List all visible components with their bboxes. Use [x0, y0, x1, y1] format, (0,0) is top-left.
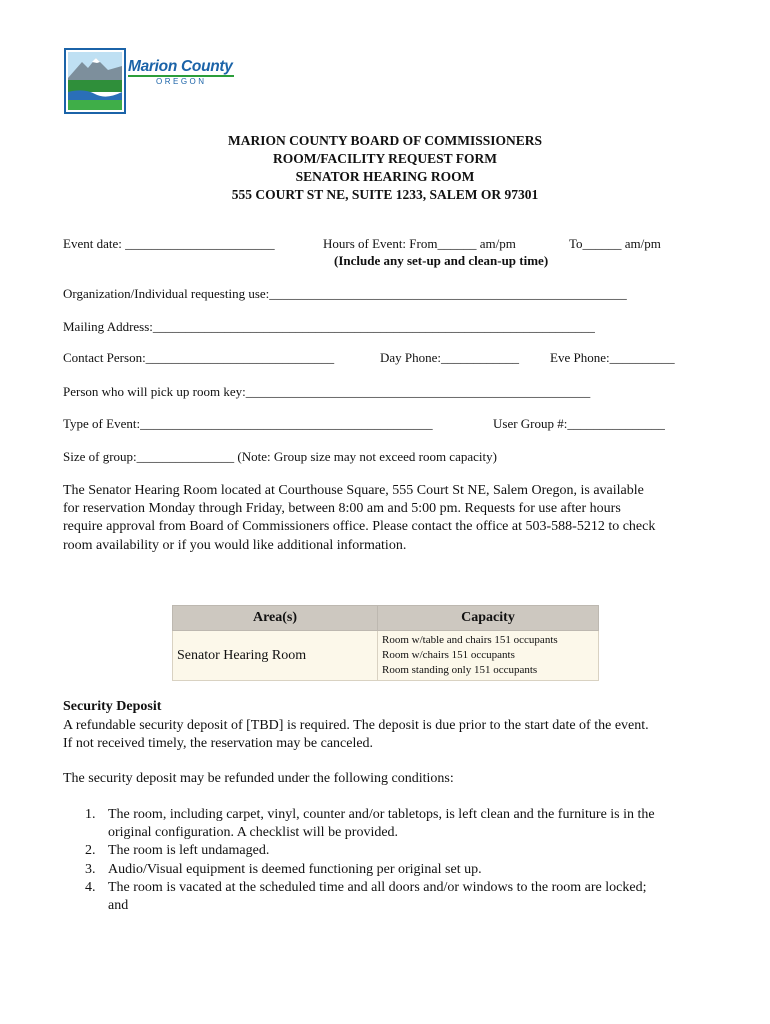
condition-text-cont: and — [108, 898, 129, 914]
condition-text: Audio/Visual equipment is deemed functioning per original set up. — [108, 861, 482, 877]
conditions-intro: The security deposit may be refunded under the following conditions: — [63, 771, 454, 786]
condition-text: The room is left undamaged. — [108, 843, 270, 859]
organization-field[interactable]: Organization/Individual requesting use:_______________________________________________________ — [63, 286, 627, 301]
list-number: 2. — [85, 843, 96, 859]
marion-county-logo — [64, 48, 236, 114]
intro-line-2: for reservation Monday through Friday, between 8:00 am and 5:00 pm. Requests for use after hours — [63, 501, 621, 517]
capacity-line-1: Room w/table and chairs 151 occupants — [382, 634, 558, 646]
hours-from-field[interactable]: Hours of Event: From______ am/pm — [323, 236, 516, 251]
condition-text-cont: original configuration. A checklist will be provided. — [108, 825, 399, 841]
logo-county-name: Marion County — [128, 58, 233, 75]
list-item — [63, 842, 713, 860]
list-number: 4. — [85, 879, 96, 895]
user-group-field[interactable]: User Group #:_______________ — [493, 416, 665, 431]
heading-line-1: MARION COUNTY BOARD OF COMMISSIONERS — [227, 133, 542, 148]
event-date-field[interactable]: Event date: _______________________ — [63, 236, 275, 251]
event-type-field[interactable]: Type of Event:_____________________________________________ — [63, 416, 433, 431]
day-phone-field[interactable]: Day Phone:____________ — [380, 350, 520, 365]
list-item — [63, 861, 713, 879]
security-deposit-title: Security Deposit — [63, 699, 162, 714]
contact-person-field[interactable]: Contact Person:_____________________________ — [63, 350, 335, 365]
intro-paragraph — [63, 482, 723, 555]
deposit-line-2: If not received timely, the reservation may be canceled. — [63, 736, 374, 752]
key-pickup-field[interactable]: Person who will pick up room key:_____________________________________________________ — [63, 384, 591, 399]
list-number: 3. — [85, 861, 96, 877]
capacity-line-2: Room w/chairs 151 occupants — [382, 649, 515, 661]
capacity-column-header: Capacity — [378, 606, 599, 631]
logo-state-name: OREGON — [156, 77, 207, 86]
capacity-table — [172, 605, 599, 681]
condition-text: The room, including carpet, vinyl, counter and/or tabletops, is left clean and the furniture is in the — [108, 807, 655, 822]
intro-line-3: require approval from Board of Commissioners office. Please contact the office at 503-588-5212 to check — [63, 519, 656, 535]
deposit-paragraph — [63, 717, 723, 753]
heading-line-3: SENATOR HEARING ROOM — [295, 169, 475, 184]
capacity-cell — [378, 631, 599, 681]
table-row — [173, 631, 599, 681]
group-size-field[interactable]: Size of group:_______________ (Note: Group size may not exceed room capacity) — [63, 449, 497, 464]
area-column-header: Area(s) — [173, 606, 378, 631]
capacity-line-3: Room standing only 151 occupants — [382, 664, 538, 676]
heading-line-2: ROOM/FACILITY REQUEST FORM — [272, 151, 497, 166]
conditions-list — [63, 806, 713, 915]
list-number: 1. — [85, 807, 96, 822]
list-item — [63, 879, 713, 915]
hours-to-field[interactable]: To______ am/pm — [569, 236, 661, 251]
setup-note: (Include any set-up and clean-up time) — [334, 253, 549, 268]
mailing-address-field[interactable]: Mailing Address:____________________________________________________________________ — [63, 319, 595, 334]
form-heading — [0, 132, 770, 204]
intro-line-1: The Senator Hearing Room located at Courthouse Square, 555 Court St NE, Salem Oregon, is available — [63, 483, 644, 498]
area-cell: Senator Hearing Room — [173, 631, 378, 681]
county-emblem-icon — [64, 48, 126, 114]
deposit-line-1: A refundable security deposit of [TBD] is required. The deposit is due prior to the start date of the event. — [63, 718, 649, 733]
condition-text: The room is vacated at the scheduled time and all doors and/or windows to the room are locked; — [108, 879, 647, 895]
heading-line-4: 555 COURT ST NE, SUITE 1233, SALEM OR 97301 — [231, 187, 539, 202]
eve-phone-field[interactable]: Eve Phone:__________ — [550, 350, 675, 365]
list-item — [63, 806, 713, 842]
intro-line-4: room availability or if you would like additional information. — [63, 537, 407, 553]
